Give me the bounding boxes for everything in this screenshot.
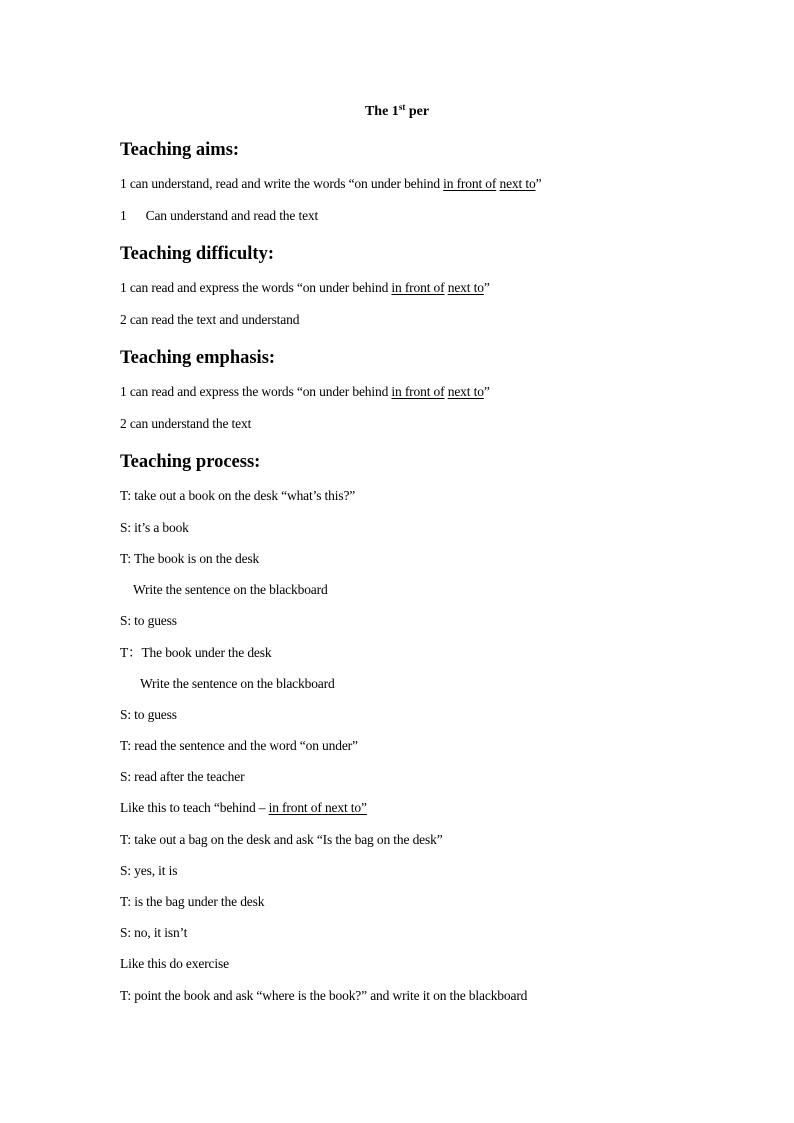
heading-teaching-emphasis: Teaching emphasis:: [120, 348, 276, 368]
aims-item-1: 1 can understand, read and write the words “on under behind in front of next to”: [120, 176, 542, 191]
process-line-15: S: no, it isn’t: [120, 925, 188, 940]
process-line-8: S: to guess: [120, 707, 177, 722]
process-line-10: S: read after the teacher: [120, 769, 245, 784]
process-line-6: T：The book under the desk: [120, 645, 272, 660]
process-line-3: T: The book is on the desk: [120, 551, 260, 566]
process-line-11: Like this to teach “behind – in front of next to”: [120, 800, 367, 815]
process-line-13: S: yes, it is: [120, 863, 178, 878]
heading-teaching-difficulty: Teaching difficulty:: [120, 244, 275, 264]
heading-teaching-process: Teaching process:: [120, 452, 261, 472]
process-line-1: T: take out a book on the desk “what’s this?”: [120, 488, 356, 503]
process-line-7: Write the sentence on the blackboard: [140, 676, 335, 691]
process-line-12: T: take out a bag on the desk and ask “Is the bag on the desk”: [120, 832, 443, 847]
process-line-5: S: to guess: [120, 613, 177, 628]
process-line-9: T: read the sentence and the word “on under”: [120, 738, 358, 753]
emphasis-item-1: 1 can read and express the words “on under behind in front of next to”: [120, 384, 490, 399]
document-title: The 1st per: [364, 102, 430, 119]
process-line-17: T: point the book and ask “where is the book?” and write it on the blackboard: [120, 988, 528, 1003]
process-line-2: S: it’s a book: [120, 520, 189, 535]
title-superscript: st: [398, 102, 406, 112]
emphasis-item-2: 2 can understand the text: [120, 416, 252, 431]
process-line-14: T: is the bag under the desk: [120, 894, 265, 909]
difficulty-item-1: 1 can read and express the words “on under behind in front of next to”: [120, 280, 490, 295]
difficulty-item-2: 2 can read the text and understand: [120, 312, 300, 327]
process-line-4: Write the sentence on the blackboard: [133, 582, 328, 597]
aims-item-2: 1 Can understand and read the text: [120, 208, 319, 223]
process-line-16: Like this do exercise: [120, 956, 229, 971]
heading-teaching-aims: Teaching aims:: [120, 140, 240, 160]
